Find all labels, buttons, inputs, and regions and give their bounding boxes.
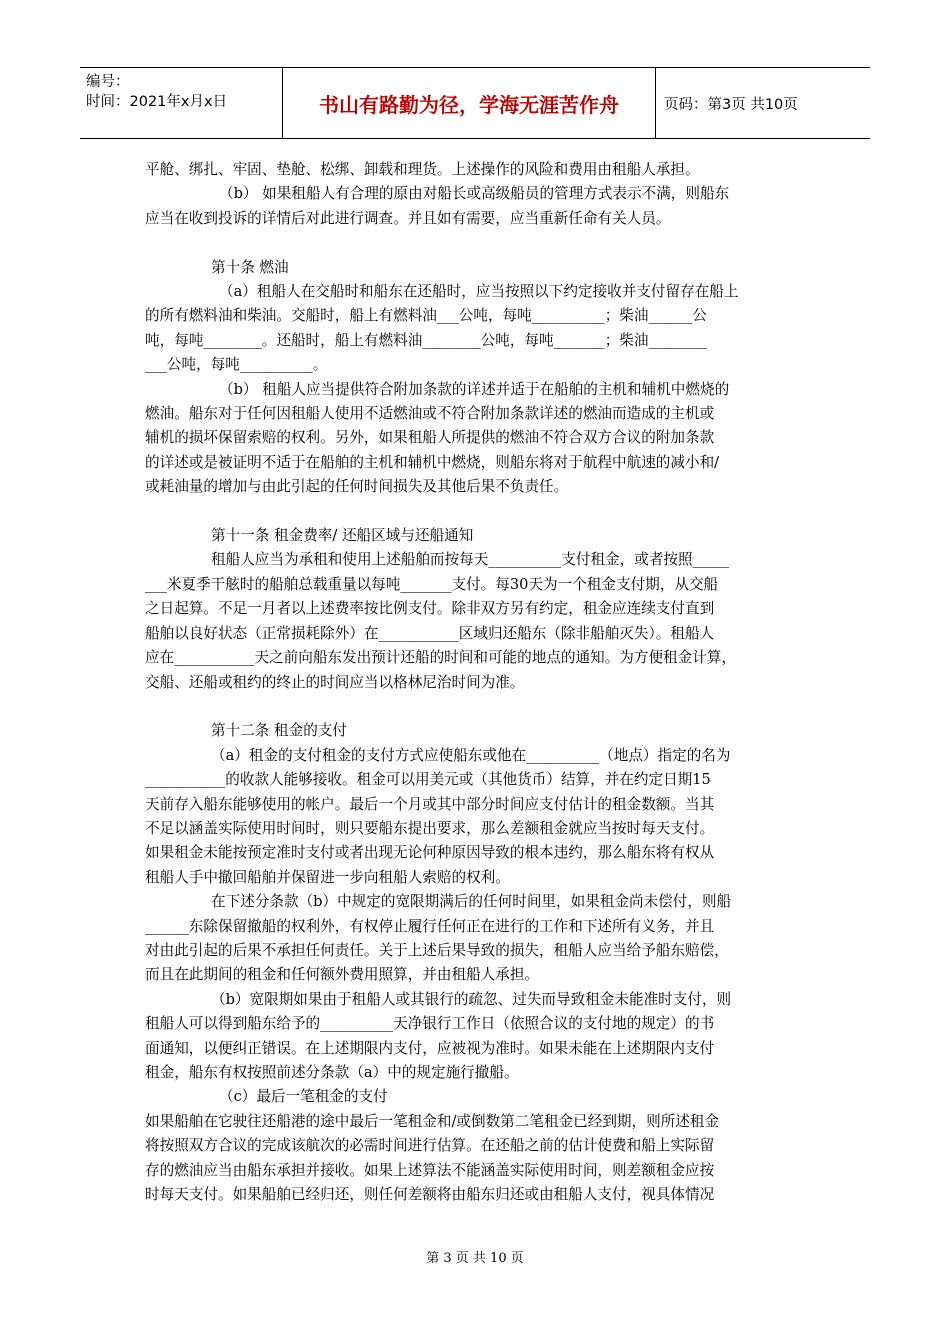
text-line: （c）最后一笔租金的支付 xyxy=(219,1088,388,1106)
text-line: 不足以涵盖实际使用时间时，则只要船东提出要求，那么差额租金就应当按时每天支付。 xyxy=(145,819,715,837)
text-line: 应在___________天之前向船东发出预计还船的时间和可能的地点的通知。为方便租金计算， xyxy=(145,649,737,667)
section-heading: 第十条 燃油 xyxy=(211,258,289,276)
text-line: 交船、还船或租约的终止的时间应当以格林尼治时间为准。 xyxy=(145,673,525,691)
text-line: （b） 如果租船人有合理的原由对船长或高级船员的管理方式表示不满，则船东 xyxy=(219,185,730,203)
text-line: 租金，船东有权按照前述分条款（a）中的规定施行撤船。 xyxy=(145,1063,519,1081)
text-line: 的详述或是被证明不适于在船舶的主机和辅机中燃烧，则船东将对于航程中航速的减小和/ xyxy=(145,453,720,471)
text-line: 辅机的损坏保留索赔的权利。另外，如果租船人所提供的燃油不符合双方合议的附加条款 xyxy=(145,429,715,447)
text-line: ______东除保留撤船的权利外，有权停止履行任何正在进行的工作和下述所有义务，并且 xyxy=(145,917,715,935)
page-footer: 第 3 页 共 10 页 xyxy=(426,1251,524,1266)
text-line: 船舶以良好状态（正常损耗除外）在___________区域归还船东（除非船舶灭失）。租船人 xyxy=(145,624,715,642)
text-line: 如果租金未能按预定准时支付或者出现无论何种原因导致的根本违约，那么船东将有权从 xyxy=(145,844,715,862)
text-line: 租船人可以得到船东给予的__________天净银行工作日（依照合议的支付地的规定）的书 xyxy=(145,1015,715,1033)
text-line: ___米夏季干舷时的船舶总载重量以每吨_______支付。每30天为一个租金支付期，从交船 xyxy=(145,575,719,593)
text-line: （b） 租船人应当提供符合附加条款的详述并适于在船舶的主机和辅机中燃烧的 xyxy=(219,380,730,398)
document-body xyxy=(145,158,815,1207)
text-line: 时每天支付。如果船舶已经归还，则任何差额将由船东归还或由租船人支付，视具体情况 xyxy=(145,1186,715,1204)
text-line: 而且在此期间的租金和任何额外费用照算，并由租船人承担。 xyxy=(145,966,540,984)
text-line: 或耗油量的增加与由此引起的任何时间损失及其他后果不负责任。 xyxy=(145,478,569,496)
text-line: 存的燃油应当由船东承担并接收。如果上述算法不能涵盖实际使用时间，则差额租金应按 xyxy=(145,1161,715,1179)
section-heading: 第十一条 租金费率/ 还船区域与还船通知 xyxy=(211,527,474,545)
header-meta xyxy=(80,68,283,138)
text-line: 如果船舶在它驶往还船港的途中最后一笔租金和/或倒数第二笔租金已经到期，则所述租金 xyxy=(145,1112,720,1130)
text-line: （b）宽限期如果由于租船人或其银行的疏忽、过失而导致租金未能准时支付，则 xyxy=(211,990,732,1008)
section-heading: 第十二条 租金的支付 xyxy=(211,722,347,740)
text-line: ___公吨，每吨__________。 xyxy=(145,356,328,374)
text-line: 之日起算。不足一月者以上述费率按比例支付。除非双方另有约定，租金应连续支付直到 xyxy=(145,600,715,618)
text-line: 租船人应当为承租和使用上述船舶而按每天__________支付租金，或者按照_____ xyxy=(211,551,730,569)
text-line: 应当在收到投诉的详情后对此进行调查。并且如有需要，应当重新任命有关人员。 xyxy=(145,209,671,227)
text-line: ___________的收款人能够接收。租金可以用美元或（其他货币）结算，并在约定日期15 xyxy=(145,771,711,789)
text-line: 对由此引起的后果不承担任何责任。关于上述后果导致的损失，租船人应当给予船东赔偿， xyxy=(145,941,729,959)
date-label: 时间：2021年x月x日 xyxy=(86,94,228,110)
text-line: 平舱、绑扎、牢固、垫舱、松绑、卸载和理货。上述操作的风险和费用由租船人承担。 xyxy=(145,161,700,178)
text-line: 天前存入船东能够使用的帐户。最后一个月或其中部分时间应支付估计的租金数额。当其 xyxy=(145,795,715,813)
text-line: （a）租金的支付租金的支付方式应使船东或他在__________（地点）指定的名为 xyxy=(211,746,731,764)
header-page-info: 页码：第3页 共10页 xyxy=(664,96,798,113)
text-line: 的所有燃料油和柴油。交船时，船上有燃料油___公吨，每吨__________；柴油______公 xyxy=(145,307,707,325)
text-line: 面通知，以便纠正错误。在上述期限内支付，应被视为准时。如果未能在上述期限内支付 xyxy=(145,1039,715,1057)
text-line: 在下述分条款（b）中规定的宽限期满后的任何时间里，如果租金尚未偿付，则船 xyxy=(211,893,732,911)
page-header xyxy=(80,67,870,139)
text-line: 将按照双方合议的完成该航次的必需时间进行估算。在还船之前的估计使费和船上实际留 xyxy=(145,1137,715,1155)
header-motto: 书山有路勤为径，学海无涯苦作舟 xyxy=(283,68,656,138)
text-line: 吨，每吨________。还船时，船上有燃料油________公吨，每吨_______；柴油________ xyxy=(145,331,707,349)
code-label: 编号： xyxy=(86,74,130,90)
text-line: 租船人手中撤回船舶并保留进一步向租船人索赔的权利。 xyxy=(145,868,510,886)
text-line: （a）租船人在交船时和船东在还船时，应当按照以下约定接收并支付留存在船上 xyxy=(219,283,739,301)
text-line: 燃油。船东对于任何因租船人使用不适燃油或不符合附加条款详述的燃油而造成的主机或 xyxy=(145,405,715,423)
